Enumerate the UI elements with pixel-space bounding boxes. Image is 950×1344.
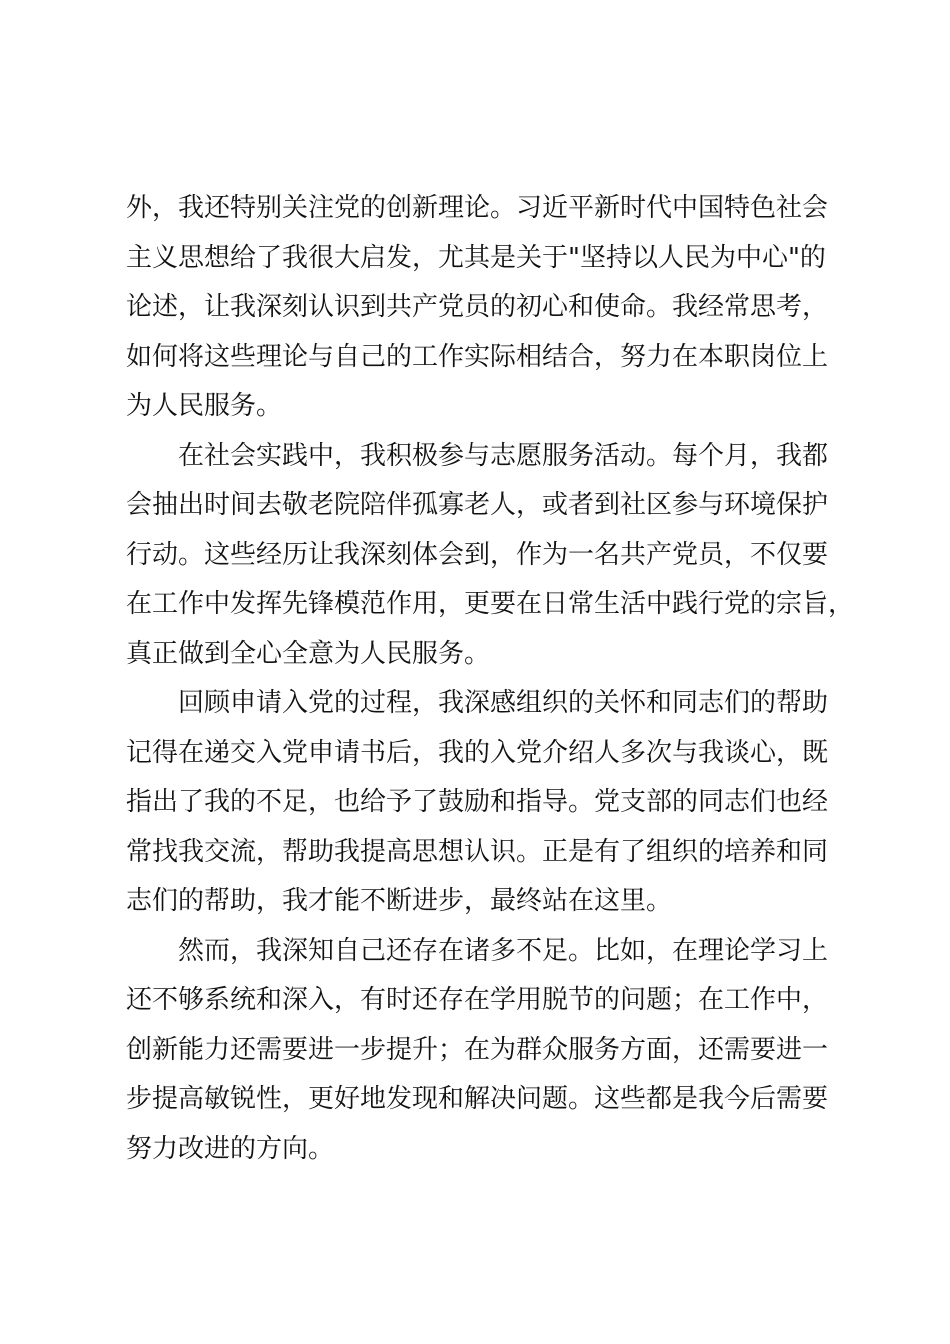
paragraph-2 [126,432,855,680]
text-line: 常找我交流，帮助我提高思想认识。正是有了组织的培养和同 [126,836,829,867]
text-line: 记得在递交入党申请书后，我的入党介绍人多次与我谈心，既 [126,737,829,768]
text-line: 创新能力还需要进一步提升；在为群众服务方面，还需要进一 [126,1034,829,1065]
text-line: 外，我还特别关注党的创新理论。习近平新时代中国特色社会 [126,193,829,223]
text-line: 真正做到全心全意为人民服务。 [126,638,491,669]
paragraph-1 [126,184,838,432]
text-line: 指出了我的不足，也给予了鼓励和指导。党支部的同志们也经 [126,787,829,817]
text-line: 主义思想给了我很大启发，尤其是关于"坚持以人民为中心"的 [126,242,826,273]
text-line: 志们的帮助，我才能不断进步，最终站在这里。 [126,886,673,916]
document-body [126,184,855,1174]
text-line: 如何将这些理论与自己的工作实际相结合，努力在本职岗位上 [126,341,829,372]
text-line: 还不够系统和深入，有时还存在学用脱节的问题；在工作中， [126,985,829,1015]
text-line: 步提高敏锐性，更好地发现和解决问题。这些都是我今后需要 [126,1084,829,1114]
text-line: 会抽出时间去敬老院陪伴孤寡老人，或者到社区参与环境保护 [126,490,829,520]
text-line: 在工作中发挥先锋模范作用，更要在日常生活中践行党的宗旨， [126,589,855,619]
text-line: 回顾申请入党的过程，我深感组织的关怀和同志们的帮助 [178,688,829,718]
text-line: 为人民服务。 [126,391,283,421]
text-line: 然而，我深知自己还存在诸多不足。比如，在理论学习上 [178,935,829,966]
text-line: 行动。这些经历让我深刻体会到，作为一名共产党员，不仅要 [126,539,829,570]
text-line: 论述，让我深刻认识到共产党员的初心和使命。我经常思考， [126,292,829,322]
paragraph-4 [126,927,838,1175]
text-line: 在社会实践中，我积极参与志愿服务活动。每个月，我都 [178,440,829,471]
paragraph-3 [126,679,838,927]
text-line: 努力改进的方向。 [126,1133,335,1164]
